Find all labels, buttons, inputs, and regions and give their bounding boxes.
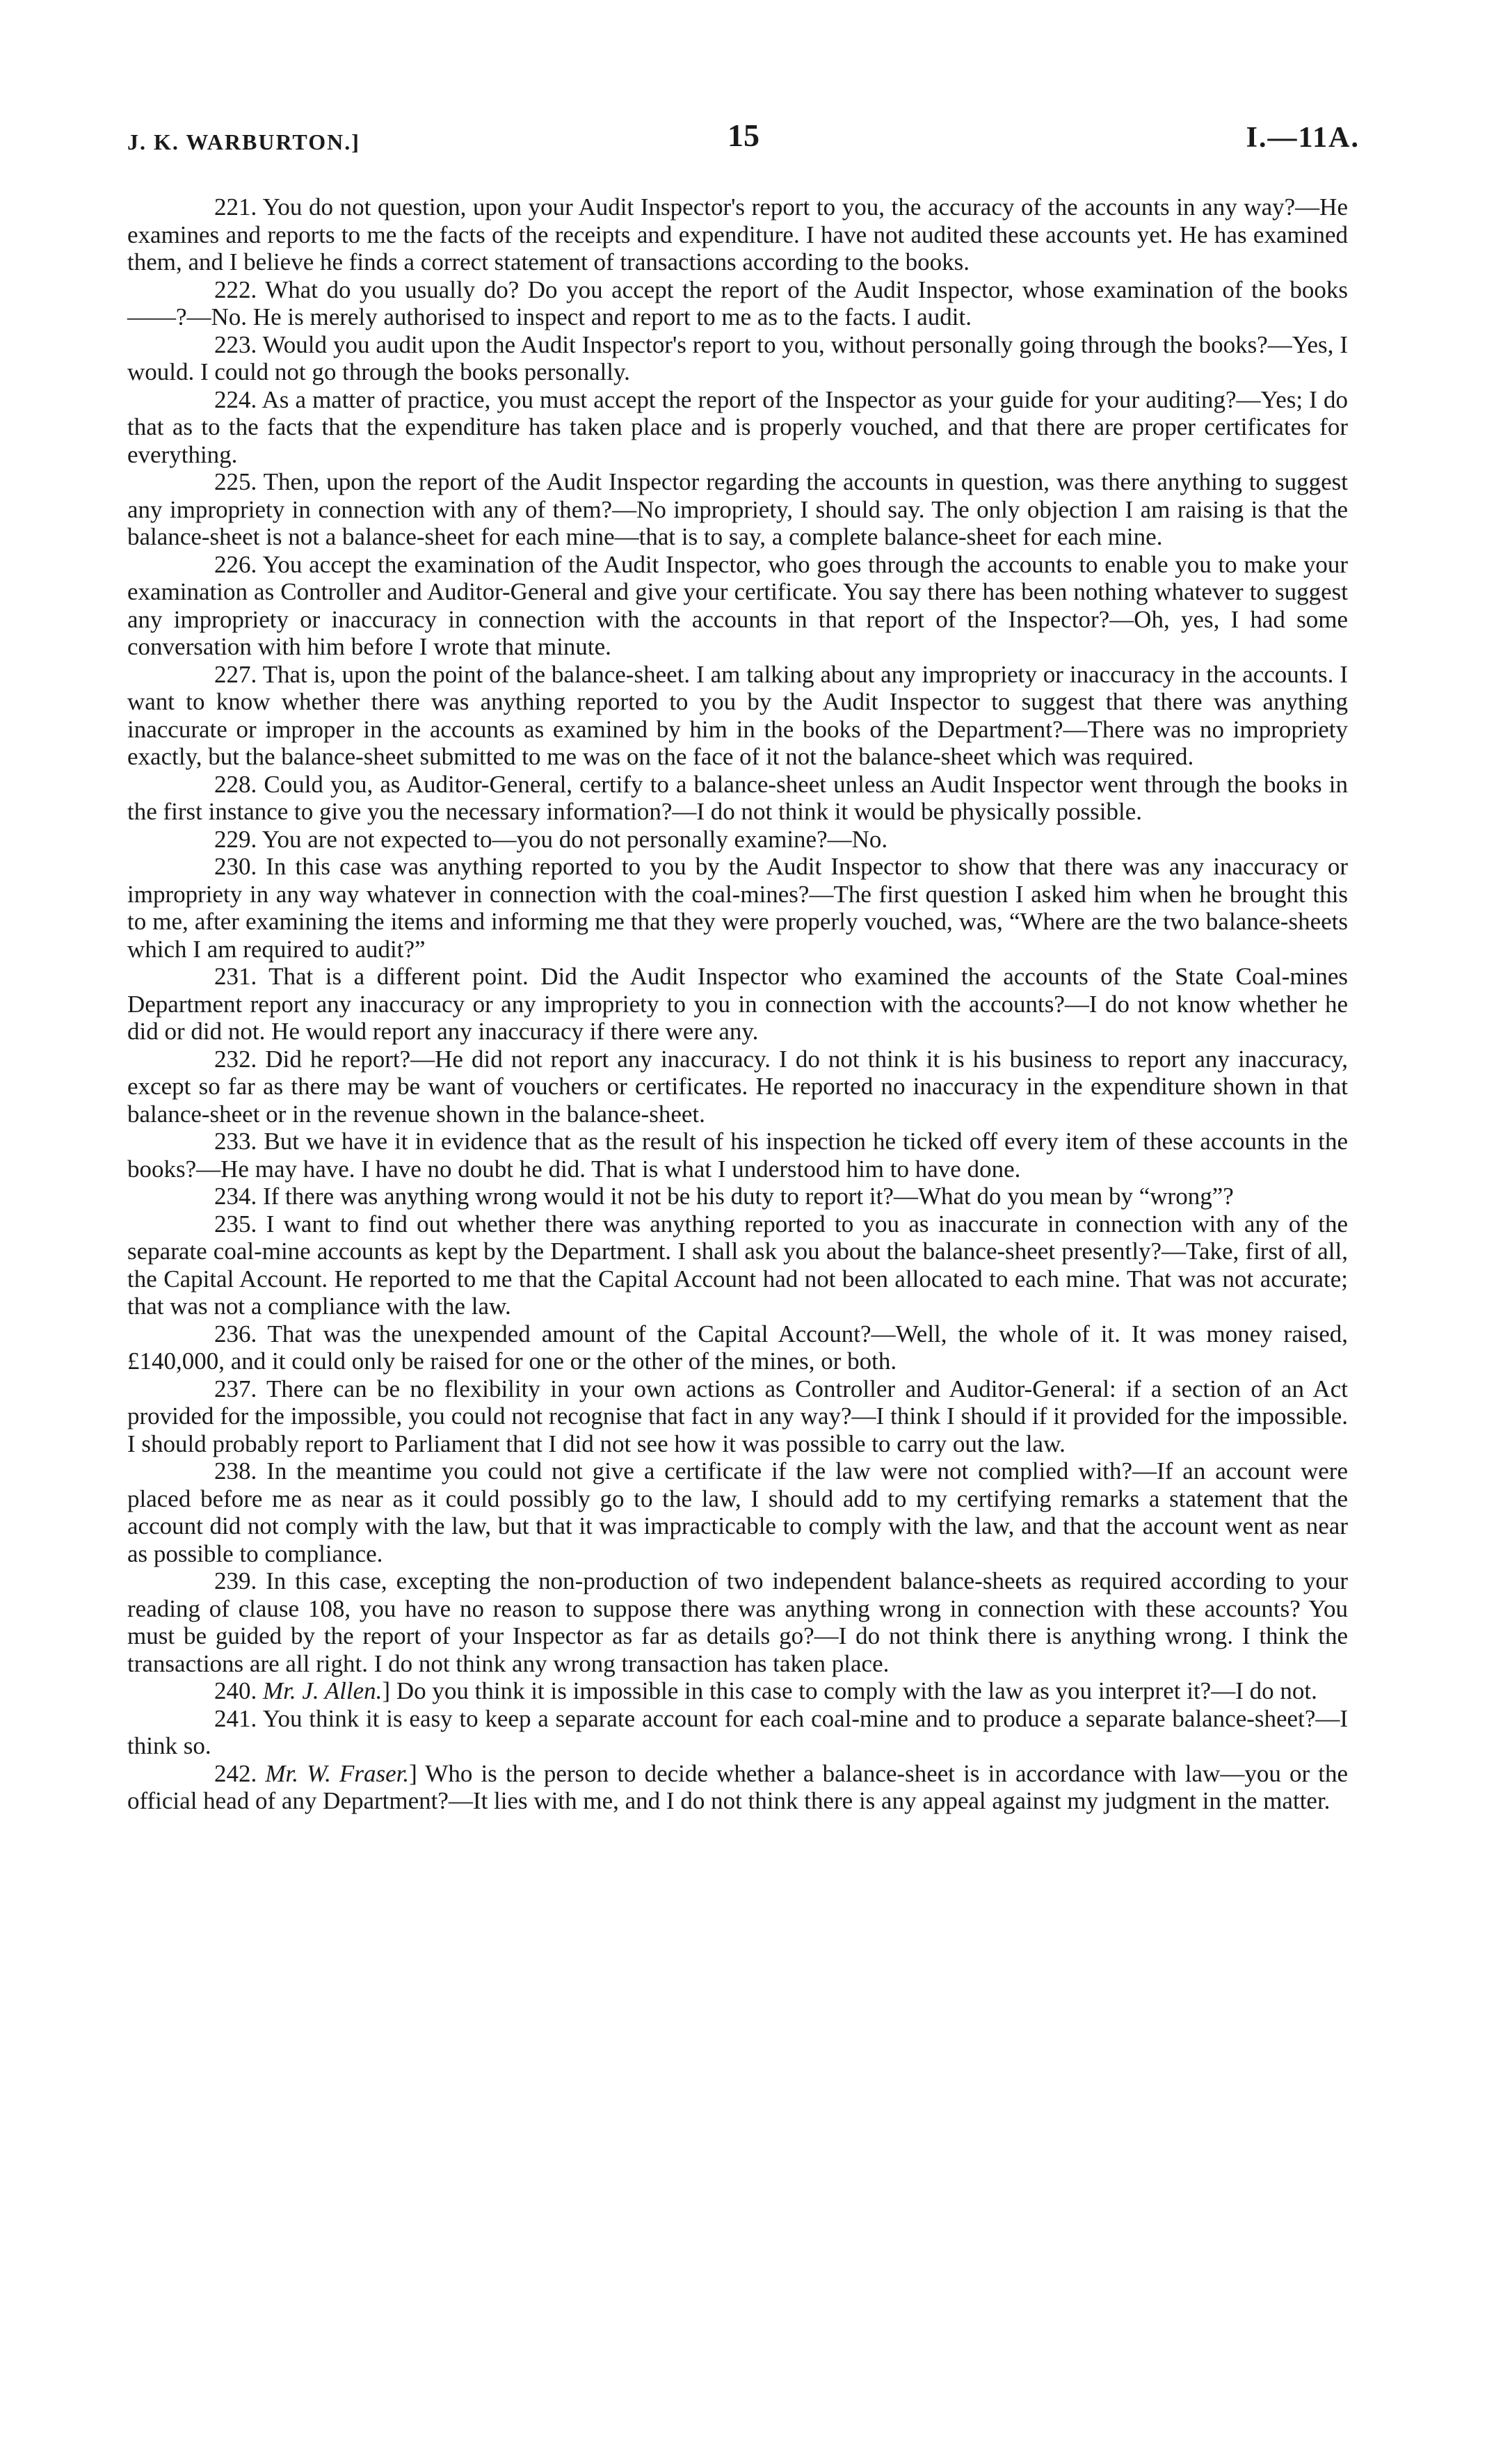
question-answer-paragraph	[127, 771, 1348, 826]
paragraph-text: What do you usually do? Do you accept the report of the Audit Inspector, whose examination of the books——?—No. He is merely authorised to inspect and report to me as to the facts. I audit.	[127, 275, 1348, 330]
question-answer-paragraph	[127, 1705, 1348, 1760]
paragraph-text: You are not expected to—you do not personally examine?—No.	[262, 825, 888, 853]
question-number: 231.	[214, 963, 257, 990]
speaker-bracket: ]	[382, 1677, 391, 1704]
question-number: 237.	[214, 1375, 257, 1402]
question-answer-paragraph	[127, 1677, 1348, 1705]
paragraph-text: There can be no flexibility in your own actions as Controller and Auditor-General: if a section of an Act provided for the impossible, you could not recognise that fact in any way?—I think I should if it provided for the impossible. I should probably report to Parliament that I did not see how it was possible to carry out the law.	[127, 1375, 1348, 1457]
paragraph-text: If there was anything wrong would it not be his duty to report it?—What do you mean by “wrong”?	[263, 1183, 1234, 1210]
question-answer-paragraph	[127, 331, 1348, 386]
question-answer-paragraph	[127, 468, 1348, 551]
question-answer-paragraph	[127, 661, 1348, 771]
question-answer-paragraph	[127, 1210, 1348, 1320]
question-number: 222.	[214, 275, 257, 303]
question-answer-paragraph	[127, 1457, 1348, 1567]
question-number: 235.	[214, 1210, 257, 1238]
paragraph-text: I want to find out whether there was anything reported to you as inaccurate in connection with any of the separate coal-mine accounts as kept by the Department. I shall ask you about the balance-sheet presently?—Take, first of all, the Capital Account. He reported to me that the Capital Account had not been allocated to each mine. That was not accurate; that was not a compliance with the law.	[127, 1210, 1348, 1320]
paragraph-text: Who is the person to decide whether a balance-sheet is in accordance with law—you or the official head of any Department?—It lies with me, and I do not think there is any appeal against my judgment in the matter.	[127, 1759, 1348, 1814]
question-number: 233.	[214, 1128, 257, 1155]
question-number: 226.	[214, 550, 257, 578]
question-answer-paragraph	[127, 276, 1348, 331]
question-answer-paragraph	[127, 963, 1348, 1046]
question-number: 241.	[214, 1704, 257, 1732]
question-answer-paragraph	[127, 853, 1348, 963]
question-answer-paragraph	[127, 1760, 1348, 1815]
speaker-name: Mr. W. Fraser.	[265, 1759, 410, 1787]
paragraph-text: Would you audit upon the Audit Inspector's report to you, without personally going through the books?—Yes, I would. I could not go through the books personally.	[127, 330, 1349, 385]
paragraph-text: Do you think it is impossible in this case to comply with the law as you interpret it?—I do not.	[396, 1677, 1317, 1704]
question-number: 223.	[214, 330, 257, 358]
paragraph-text: But we have it in evidence that as the result of his inspection he ticked off every item of these accounts in the books?—He may have. I have no doubt he did. That is what I understood him to have done.	[127, 1128, 1348, 1183]
question-number: 228.	[214, 770, 257, 798]
paragraph-text: That is a different point. Did the Audit Inspector who examined the accounts of the State Coal-mines Department report any inaccuracy or any impropriety to you in connection with the accounts?—I do not know whether he did or did not. He would report any inaccuracy if there were any.	[127, 963, 1348, 1045]
question-number: 236.	[214, 1320, 257, 1347]
question-number: 234.	[214, 1183, 257, 1210]
question-number: 242.	[214, 1759, 257, 1787]
question-answer-paragraph	[127, 1320, 1348, 1375]
document-body	[127, 193, 1348, 1815]
paragraph-text: As a matter of practice, you must accept the report of the Inspector as your guide for your auditing?—Yes; I do that as to the facts that the expenditure has taken place and is properly vouched, and that there are proper certificates for everything.	[127, 385, 1348, 468]
speaker-name: Mr. J. Allen.	[263, 1677, 383, 1704]
paragraph-text: You think it is easy to keep a separate account for each coal-mine and to produce a separate balance-sheet?—I think so.	[127, 1704, 1349, 1759]
question-number: 230.	[214, 853, 257, 880]
question-answer-paragraph	[127, 1375, 1348, 1458]
paragraph-text: Did he report?—He did not report any inaccuracy. I do not think it is his business to report any inaccuracy, except so far as there may be want of vouchers or certificates. He reported no inaccuracy in the expenditure shown in that balance-sheet or in the revenue shown in the balance-sheet.	[127, 1045, 1348, 1128]
question-number: 224.	[214, 385, 257, 413]
question-answer-paragraph	[127, 193, 1348, 276]
question-answer-paragraph	[127, 826, 1348, 854]
question-number: 240.	[214, 1677, 257, 1704]
question-answer-paragraph	[127, 386, 1348, 469]
speaker-bracket: ]	[409, 1759, 417, 1787]
question-number: 238.	[214, 1457, 257, 1485]
question-answer-paragraph	[127, 551, 1348, 661]
question-answer-paragraph	[127, 1567, 1348, 1677]
page-number: 15	[728, 118, 759, 153]
paragraph-text: In this case was anything reported to you by the Audit Inspector to show that there was any inaccuracy or impropriety in any way whatever in connection with the coal-mines?—The first question I asked him when he brought this to me, after examining the items and informing me that they were properly vouched, was, “Where are the two balance-sheets which I am required to audit?”	[127, 853, 1348, 963]
page-header	[127, 117, 1360, 166]
paragraph-text: You do not question, upon your Audit Inspector's report to you, the accuracy of the accounts in any way?—He examines and reports to me the facts of the receipts and expenditure. I have not audited these accounts yet. He has examined them, and I believe he finds a correct statement of transactions according to the books.	[127, 193, 1348, 275]
header-witness-name: J. K. WARBURTON.]	[127, 129, 360, 154]
question-number: 239.	[214, 1567, 257, 1594]
paragraph-text: Could you, as Auditor-General, certify to a balance-sheet unless an Audit Inspector went through the books in the first instance to give you the necessary information?—I do not think it would be physically possible.	[127, 770, 1348, 825]
question-number: 225.	[214, 468, 257, 495]
question-number: 232.	[214, 1045, 257, 1073]
header-paper-reference: I.—11A.	[1246, 122, 1360, 154]
paragraph-text: In the meantime you could not give a certificate if the law were not complied with?—If an account were placed before me as near as it could possibly go to the law, I should add to my certifying remarks a statement that the account did not comply with the law, but that it was impracticable to comply with the law, and that the account went as near as possible to compliance.	[127, 1457, 1348, 1567]
question-answer-paragraph	[127, 1183, 1348, 1210]
question-number: 221.	[214, 193, 257, 221]
paragraph-text: Then, upon the report of the Audit Inspector regarding the accounts in question, was there anything to suggest any impropriety in connection with any of them?—No impropriety, I should say. The only objection I am raising is that the balance-sheet is not a balance-sheet for each mine—that is to say, a complete balance-sheet for each mine.	[127, 468, 1348, 550]
question-number: 227.	[214, 660, 257, 688]
paragraph-text: In this case, excepting the non-production of two independent balance-sheets as required according to your reading of clause 108, you have no reason to suppose there was anything wrong in connection with these accounts? You must be guided by the report of your Inspector as far as details go?—I do not think there is anything wrong. I think the transactions are all right. I do not think any wrong transaction has taken place.	[127, 1567, 1349, 1677]
paragraph-text: That was the unexpended amount of the Capital Account?—Well, the whole of it. It was money raised, £140,000, and it could only be raised for one or the other of the mines, or both.	[127, 1320, 1348, 1375]
question-answer-paragraph	[127, 1128, 1348, 1183]
paragraph-text: You accept the examination of the Audit Inspector, who goes through the accounts to enable you to make your examination as Controller and Auditor-General and give your certificate. You say there has been nothing whatever to suggest any impropriety or inaccuracy in connection with the accounts in that report of the Inspector?—Oh, yes, I had some conversation with him before I wrote that minute.	[127, 550, 1349, 660]
question-answer-paragraph	[127, 1046, 1348, 1128]
paragraph-text: That is, upon the point of the balance-sheet. I am talking about any impropriety or inaccuracy in the accounts. I want to know whether there was anything reported to you by the Audit Inspector to suggest that there was anything inaccurate or improper in the accounts as examined by him in the books of the Department?—There was no impropriety exactly, but the balance-sheet submitted to me was on the face of it not the balance-sheet which was required.	[127, 660, 1348, 770]
question-number: 229.	[214, 825, 257, 853]
